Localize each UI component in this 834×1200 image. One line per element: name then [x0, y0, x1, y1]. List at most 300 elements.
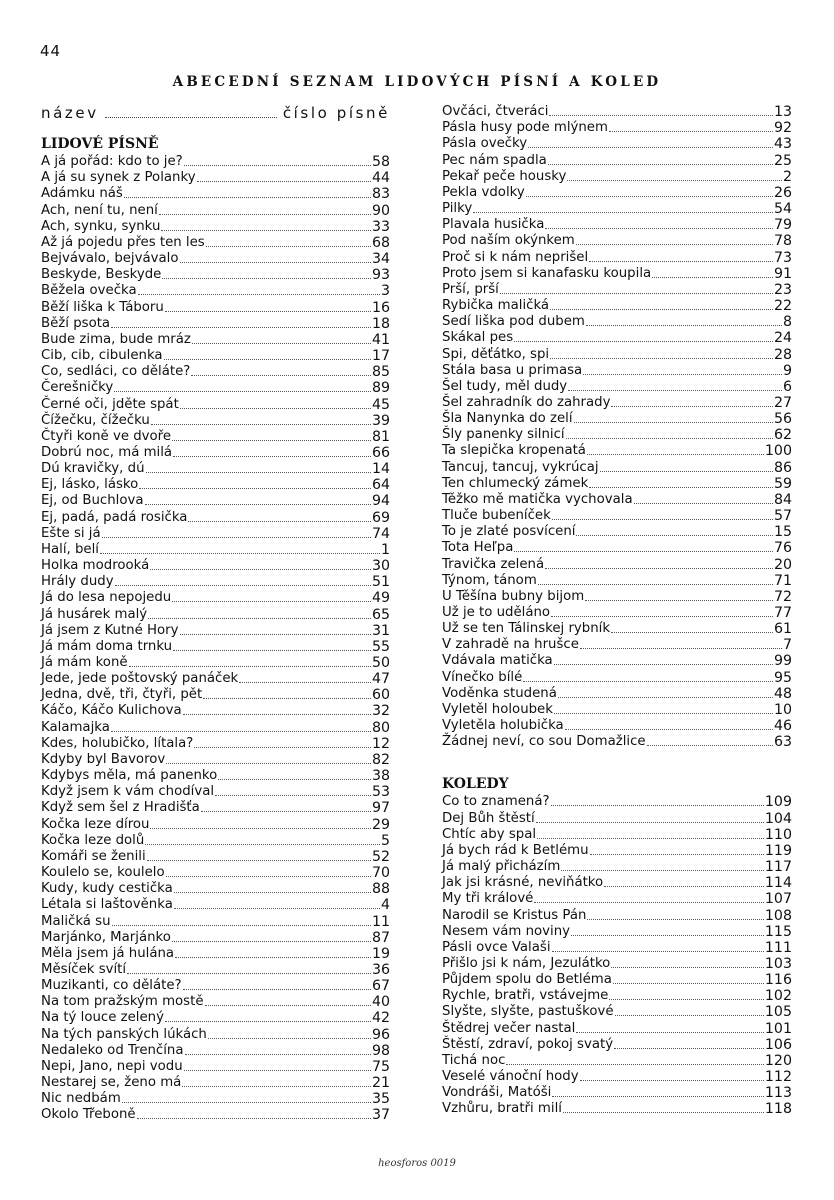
song-number: 77 — [773, 605, 792, 621]
song-entry — [442, 1069, 792, 1085]
dot-leader — [208, 1038, 371, 1039]
section-title-koledy: KOLEDY — [442, 776, 509, 793]
song-number: 13 — [773, 104, 792, 121]
song-number: 17 — [371, 348, 390, 365]
song-entry — [442, 298, 792, 314]
dot-leader — [534, 902, 764, 903]
dot-leader — [558, 697, 773, 698]
dot-leader — [576, 535, 772, 536]
song-number: 81 — [371, 428, 390, 445]
dot-leader — [580, 1080, 764, 1081]
song-number: 97 — [371, 800, 390, 817]
song-title: Tota Heľpa — [442, 540, 514, 556]
song-number: 46 — [773, 718, 792, 735]
song-title: Tichá noc — [442, 1052, 506, 1068]
song-number: 5 — [380, 832, 390, 849]
dot-leader — [159, 214, 371, 215]
dot-leader — [576, 1032, 764, 1033]
song-title: Vyletěla holubička — [442, 718, 564, 734]
song-entry — [442, 891, 792, 907]
song-title: Já bych rád k Betlému — [442, 842, 589, 858]
song-number: 15 — [773, 524, 792, 541]
song-entry — [442, 217, 792, 233]
dot-leader — [205, 1005, 371, 1006]
song-entry — [442, 411, 792, 427]
song-number: 48 — [773, 685, 792, 702]
song-number: 38 — [371, 768, 390, 785]
song-title: Na tom pražským mostě — [41, 994, 204, 1010]
dot-leader — [239, 682, 371, 683]
dot-leader — [184, 1070, 371, 1071]
song-number: 36 — [371, 961, 390, 978]
song-number: 88 — [371, 881, 390, 898]
song-title: Ach, synku, synku — [41, 218, 161, 234]
song-entry — [41, 574, 390, 590]
song-entry — [41, 493, 390, 509]
song-title: Narodil se Kristus Pán — [442, 907, 587, 923]
song-title: Dobrú noc, má milá — [41, 444, 173, 460]
dot-leader — [174, 892, 371, 893]
song-entry — [41, 526, 390, 542]
song-entry — [442, 1085, 792, 1101]
song-number: 51 — [371, 574, 390, 591]
dot-leader — [191, 375, 371, 376]
dot-leader — [506, 1064, 764, 1065]
song-entry — [442, 540, 792, 556]
song-number: 57 — [773, 508, 792, 525]
song-entry — [442, 653, 792, 669]
song-title: Chtíc aby spal — [442, 826, 537, 842]
dot-leader — [473, 212, 773, 213]
dot-leader — [150, 569, 371, 570]
song-number: 74 — [371, 525, 390, 542]
dot-leader — [147, 860, 371, 861]
song-number: 76 — [773, 540, 792, 557]
song-title: Plavala husička — [442, 217, 545, 233]
song-title: Tancuj, tancuj, vykrúcaj — [442, 459, 599, 475]
song-title: Půjdem spolu do Betléma — [442, 972, 612, 988]
song-title: Pekař peče housky — [442, 168, 567, 184]
song-title: Vínečko bílé — [442, 669, 523, 685]
song-number: 10 — [773, 701, 792, 718]
song-number: 99 — [773, 653, 792, 670]
song-entry — [442, 907, 792, 923]
song-title: Muzikanti, co děláte? — [41, 978, 182, 994]
dot-leader — [523, 681, 773, 682]
song-title: Bejvávalo, bejvávalo — [41, 251, 179, 267]
song-title: Pilky — [442, 201, 473, 217]
song-entry — [41, 816, 390, 832]
song-entry — [41, 768, 390, 784]
song-title: Šel tudy, měl dudy — [442, 378, 568, 394]
song-title: Pásli ovce Valaši — [442, 939, 551, 955]
song-title: Stála basa u primasa — [442, 362, 583, 378]
song-entry — [442, 249, 792, 265]
dot-leader — [139, 488, 371, 489]
dot-leader — [182, 1086, 371, 1087]
song-title: Na tý louce zelený — [41, 1010, 164, 1026]
song-entry — [41, 671, 390, 687]
dot-leader — [194, 747, 371, 748]
dot-leader — [150, 828, 370, 829]
song-title: Černé oči, jděte spát — [41, 396, 179, 412]
song-number: 102 — [764, 988, 792, 1005]
dot-leader — [148, 618, 371, 619]
song-title: Dú kravičky, dú — [41, 461, 145, 477]
dot-leader — [138, 294, 380, 295]
song-title: Čtyři koně ve dvoře — [41, 428, 172, 444]
song-title: Kdybys měla, má panenko — [41, 768, 218, 784]
song-number: 118 — [764, 1101, 792, 1118]
song-number: 34 — [371, 251, 390, 268]
song-entry — [442, 314, 792, 330]
song-entry — [41, 962, 390, 978]
song-title: Kalamajka — [41, 719, 110, 735]
section-title-lidove: LIDOVÉ PÍSNĚ — [41, 136, 159, 152]
song-title: Adámku náš — [41, 186, 123, 202]
song-number: 42 — [371, 1010, 390, 1027]
dot-leader — [576, 244, 773, 245]
song-title: Já mám doma trnku — [41, 638, 173, 654]
page-number: 44 — [40, 42, 62, 60]
song-entry — [442, 1020, 792, 1036]
song-entry — [442, 104, 792, 120]
song-title: Káčo, Káčo Kulichova — [41, 703, 182, 719]
song-number: 24 — [773, 330, 792, 347]
dot-leader — [184, 165, 371, 166]
song-entry — [442, 637, 792, 653]
song-entry — [442, 152, 792, 168]
dot-leader — [652, 277, 773, 278]
song-entry — [41, 380, 390, 396]
header-leader — [105, 117, 277, 118]
song-title: Maličká su — [41, 913, 111, 929]
song-entry — [41, 219, 390, 235]
song-title: Proto jsem si kanafasku koupila — [442, 265, 652, 281]
song-entry — [442, 524, 792, 540]
song-number: 105 — [764, 1004, 792, 1021]
song-title: Kdes, holubičko, lítala? — [41, 735, 194, 751]
song-number: 55 — [371, 638, 390, 655]
song-title: Proč si k nám neprišel — [442, 249, 589, 265]
dot-leader — [589, 261, 773, 262]
song-title: To je zlaté posvícení — [442, 524, 576, 540]
song-number: 44 — [371, 170, 390, 187]
dot-leader — [528, 147, 773, 148]
dot-leader — [566, 438, 773, 439]
song-entry — [41, 170, 390, 186]
dot-leader — [563, 1112, 764, 1113]
song-entry — [41, 655, 390, 671]
song-number: 70 — [371, 865, 390, 882]
song-title: Šel zahradník do zahrady — [442, 394, 611, 410]
song-entry — [442, 940, 792, 956]
song-entry — [442, 346, 792, 362]
song-entry — [442, 810, 792, 826]
song-title: Beskyde, Beskyde — [41, 267, 162, 283]
song-title: Hrály dudy — [41, 574, 114, 590]
song-entry — [41, 590, 390, 606]
song-title: Ten chlumecký zámek — [442, 475, 589, 491]
song-title: Ovčáci, čtveráci — [442, 104, 549, 120]
song-title: Pásla husy pode mlýnem — [442, 120, 608, 136]
dot-leader — [571, 935, 764, 936]
song-number: 114 — [764, 875, 792, 892]
song-list-left — [41, 154, 390, 1123]
song-title: Pekla vdolky — [442, 184, 525, 200]
song-title: Rychle, bratři, vstávejme — [442, 988, 609, 1004]
song-entry — [442, 363, 792, 379]
song-number: 64 — [371, 477, 390, 494]
song-number: 27 — [773, 394, 792, 411]
song-number: 23 — [773, 281, 792, 298]
song-title: Tluče bubeníček — [442, 508, 551, 524]
song-entry — [41, 1091, 390, 1107]
song-title: Štědrej večer nastal — [442, 1020, 576, 1036]
dot-leader — [172, 601, 371, 602]
song-title: Vdávala matička — [442, 653, 553, 669]
song-number: 49 — [371, 590, 390, 607]
song-entry — [442, 956, 792, 972]
song-entry — [442, 794, 792, 810]
song-entry — [41, 994, 390, 1010]
song-entry — [442, 859, 792, 875]
song-title: Slyšte, slyšte, pastuškové — [442, 1004, 614, 1020]
song-entry — [442, 379, 792, 395]
dot-leader — [161, 230, 371, 231]
song-title: My tři králové — [442, 891, 534, 907]
song-entry — [41, 332, 390, 348]
song-number: 3 — [380, 283, 390, 300]
song-title: Koulelo se, koulelo — [41, 865, 165, 881]
song-entry — [41, 429, 390, 445]
dot-leader — [583, 374, 782, 375]
dot-leader — [162, 278, 371, 279]
dot-leader — [526, 196, 773, 197]
song-list-right — [442, 104, 792, 750]
dot-leader — [554, 664, 773, 665]
song-number: 100 — [764, 443, 792, 460]
song-title: Když jsem k vám chodíval — [41, 784, 215, 800]
song-number: 30 — [371, 558, 390, 575]
song-number: 111 — [764, 939, 792, 956]
song-title: Vyletěl holoubek — [442, 701, 553, 717]
song-number: 14 — [371, 461, 390, 478]
song-title: Čížečku, čížečku — [41, 412, 150, 428]
song-number: 117 — [764, 859, 792, 876]
song-number: 37 — [371, 1107, 390, 1124]
song-number: 62 — [773, 427, 792, 444]
song-title: Těžko mě matička vychovala — [442, 491, 633, 507]
song-entry — [442, 1101, 792, 1117]
song-title: Jak jsi krásné, neviňátko — [442, 875, 604, 891]
dot-leader — [614, 1048, 764, 1049]
song-entry — [442, 686, 792, 702]
song-number: 58 — [371, 154, 390, 171]
song-entry — [442, 605, 792, 621]
song-entry — [41, 1107, 390, 1123]
song-number: 120 — [764, 1052, 792, 1069]
song-entry — [442, 573, 792, 589]
song-entry — [41, 364, 390, 380]
song-title: Co, sedláci, co děláte? — [41, 364, 191, 380]
song-entry — [442, 988, 792, 1004]
song-title: Travička zelená — [442, 556, 545, 572]
dot-leader — [609, 131, 773, 132]
song-number: 20 — [773, 556, 792, 573]
dot-leader — [609, 999, 764, 1000]
dot-leader — [173, 650, 371, 651]
dot-leader — [613, 983, 764, 984]
song-entry — [41, 396, 390, 412]
song-entry — [442, 459, 792, 475]
song-number: 68 — [371, 234, 390, 251]
song-entry — [442, 330, 792, 346]
song-entry — [41, 687, 390, 703]
song-title: Nedaleko od Trenčína — [41, 1042, 184, 1058]
song-entry — [442, 427, 792, 443]
dot-leader — [127, 973, 371, 974]
carol-list — [442, 794, 792, 1117]
dot-leader — [180, 408, 371, 409]
song-number: 79 — [773, 217, 792, 234]
song-entry — [442, 508, 792, 524]
dot-leader — [500, 293, 773, 294]
song-number: 45 — [371, 396, 390, 413]
dot-leader — [552, 519, 773, 520]
dot-leader — [129, 666, 371, 667]
dot-leader — [586, 325, 782, 326]
song-number: 60 — [371, 687, 390, 704]
song-entry — [41, 445, 390, 461]
song-number: 73 — [773, 249, 792, 266]
dot-leader — [218, 779, 371, 780]
song-entry — [41, 235, 390, 251]
song-number: 103 — [764, 955, 792, 972]
song-title: Čerešničky — [41, 380, 114, 396]
song-entry — [41, 283, 390, 299]
song-title: Létala si laštověnka — [41, 897, 173, 913]
song-entry — [41, 558, 390, 574]
song-entry — [442, 266, 792, 282]
dot-leader — [552, 951, 764, 952]
column-header — [41, 104, 390, 126]
song-number: 35 — [371, 1091, 390, 1108]
dot-leader — [215, 795, 371, 796]
song-entry — [442, 702, 792, 718]
song-title: Holka modrooká — [41, 558, 150, 574]
song-entry — [442, 201, 792, 217]
song-entry — [41, 913, 390, 929]
song-entry — [41, 849, 390, 865]
dot-leader — [145, 844, 380, 845]
song-title: Běží psota — [41, 315, 111, 331]
song-title: Já do lesa nepojedu — [41, 590, 172, 606]
song-title: Jedna, dvě, tři, čtyři, pět — [41, 687, 203, 703]
dot-leader — [538, 584, 773, 585]
page-title: ABECEDNÍ SEZNAM LIDOVÝCH PÍSNÍ A KOLED — [172, 74, 662, 90]
song-title: Měsíček svítí — [41, 961, 127, 977]
song-entry — [442, 843, 792, 859]
song-entry — [41, 784, 390, 800]
song-number: 19 — [371, 945, 390, 962]
dot-leader — [111, 327, 371, 328]
song-title: Kočka leze dírou — [41, 816, 150, 832]
dot-leader — [554, 713, 773, 714]
song-number: 63 — [773, 734, 792, 751]
dot-leader — [587, 454, 764, 455]
song-entry — [442, 827, 792, 843]
song-entry — [41, 930, 390, 946]
song-number: 83 — [371, 186, 390, 203]
song-number: 84 — [773, 491, 792, 508]
song-entry — [41, 1010, 390, 1026]
dot-leader — [145, 504, 371, 505]
song-entry — [41, 509, 390, 525]
dot-leader — [203, 698, 371, 699]
song-number: 6 — [782, 378, 792, 395]
song-entry — [41, 251, 390, 267]
dot-leader — [192, 343, 371, 344]
dot-leader — [111, 731, 371, 732]
song-title: Na tých panských lúkách — [41, 1026, 207, 1042]
dot-leader — [604, 886, 764, 887]
dot-leader — [183, 989, 371, 990]
song-number: 98 — [371, 1042, 390, 1059]
footer-imprint: heosforos 0019 — [378, 1158, 456, 1169]
song-entry — [442, 556, 792, 572]
song-number: 93 — [371, 267, 390, 284]
song-entry — [41, 299, 390, 315]
song-number: 107 — [764, 891, 792, 908]
dot-leader — [634, 503, 773, 504]
song-number: 96 — [371, 1026, 390, 1043]
dot-leader — [180, 262, 371, 263]
dot-leader — [124, 197, 371, 198]
song-title: Veselé vánoční hody — [442, 1069, 579, 1085]
dot-leader — [600, 471, 773, 472]
song-entry — [41, 202, 390, 218]
song-number: 72 — [773, 588, 792, 605]
song-title: Sedí liška pod dubem — [442, 314, 585, 330]
song-entry — [41, 703, 390, 719]
dot-leader — [580, 648, 782, 649]
song-number: 22 — [773, 298, 792, 315]
song-number: 52 — [371, 848, 390, 865]
song-entry — [442, 875, 792, 891]
song-entry — [41, 606, 390, 622]
number-label: číslo písně — [282, 104, 390, 122]
song-entry — [442, 443, 792, 459]
song-number: 91 — [773, 265, 792, 282]
song-number: 115 — [764, 923, 792, 940]
song-entry — [442, 924, 792, 940]
song-number: 119 — [764, 842, 792, 859]
song-number: 18 — [371, 315, 390, 332]
dot-leader — [201, 811, 371, 812]
song-number: 28 — [773, 346, 792, 363]
song-title: Okolo Třeboně — [41, 1107, 136, 1123]
song-entry — [41, 186, 390, 202]
song-number: 112 — [764, 1069, 792, 1086]
song-title: Já malý přicházím — [442, 859, 561, 875]
song-entry — [41, 800, 390, 816]
song-number: 69 — [371, 509, 390, 526]
song-entry — [442, 1004, 792, 1020]
song-number: 104 — [764, 810, 792, 827]
dot-leader — [174, 908, 380, 909]
song-number: 78 — [773, 233, 792, 250]
